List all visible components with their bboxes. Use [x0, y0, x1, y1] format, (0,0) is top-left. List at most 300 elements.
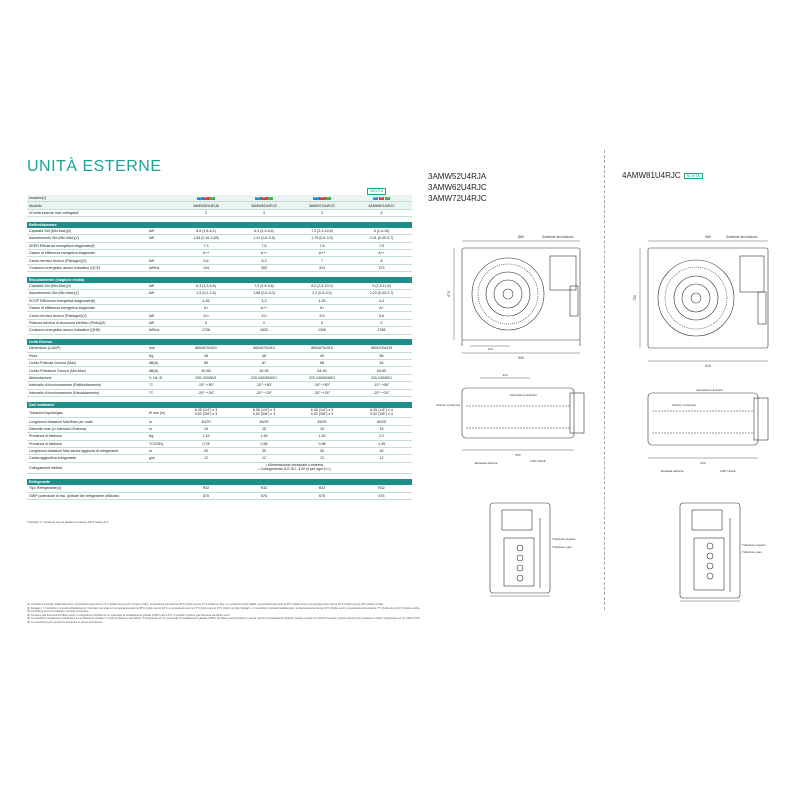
- cell-value: 1,15: [177, 433, 235, 440]
- energy-class-chips: [197, 197, 215, 200]
- cell-value: 40/20: [177, 418, 235, 425]
- cell-value: A++: [293, 250, 351, 257]
- column-divider: [604, 150, 605, 610]
- row-unit: [147, 305, 177, 312]
- cell-value: 40-55: [177, 367, 235, 374]
- table-row: [27, 425, 412, 432]
- cell-value: 54-60: [293, 367, 351, 374]
- cell-value: 6,3: [235, 257, 293, 264]
- cell-value: 15: [293, 425, 351, 432]
- row-unit: kW: [147, 312, 177, 319]
- cell-value: 1,45: [293, 433, 351, 440]
- cell-value: 220-240/50/1: [177, 374, 235, 381]
- row-label: Carico termico teorico (Pdesignc)(3): [27, 257, 147, 264]
- table-row: [27, 290, 412, 297]
- cell-value: 7,6: [293, 242, 351, 249]
- cell-value: 4,35: [293, 297, 351, 304]
- row-label: Carico termico teorico (Pdesignh)(3): [27, 312, 147, 319]
- cell-value: A++: [235, 305, 293, 312]
- label-aspirazione: Aspirazione dell'aria: [696, 388, 723, 392]
- row-unit: [147, 202, 177, 209]
- cell-value: 4AMW81U4RJC: [351, 202, 412, 209]
- cell-value: 6,35 (1/4") x 3 9,52 (3/8") x 3: [293, 408, 351, 418]
- cell-value: A++: [177, 250, 235, 257]
- cell-value: 244: [177, 264, 235, 271]
- cell-value: 4,35: [177, 297, 235, 304]
- row-unit: [147, 297, 177, 304]
- row-label: GWP potenziale di risc. globale del refrigerante utilizzato: [27, 492, 147, 499]
- cell-value: [235, 195, 293, 202]
- table-row: [27, 319, 412, 326]
- cell-value: 220-240/50/60/1: [235, 374, 293, 381]
- row-unit: kW: [147, 283, 177, 290]
- cell-value: 68: [293, 360, 351, 367]
- label-schedule: Schedule del controllo: [726, 235, 758, 239]
- section-title: Raffreddamento: [27, 222, 412, 228]
- table-row: [27, 408, 412, 418]
- cell-value: 675: [293, 492, 351, 499]
- energy-chip: A: [327, 196, 329, 199]
- energy-chip: A: [269, 196, 271, 199]
- row-unit: TCO2Eq: [147, 440, 177, 447]
- label-aspirazione: Aspirazione dell'aria: [510, 393, 537, 397]
- cell-value: 0: [177, 319, 235, 326]
- cell-value: 3: [235, 209, 293, 216]
- table-row: [27, 202, 412, 209]
- cell-value: 3AMW62U4RJC: [235, 202, 293, 209]
- front-view-right: [640, 241, 768, 361]
- cell-value: 314: [293, 264, 351, 271]
- cell-value: 60/25: [351, 418, 412, 425]
- cell-value: 56: [351, 352, 412, 359]
- cell-value: 1926: [293, 327, 351, 334]
- cell-value: -20°~+24°: [293, 389, 351, 396]
- row-unit: mm: [147, 345, 177, 352]
- row-unit: g/m: [147, 455, 177, 462]
- dim-width: 960: [705, 235, 711, 239]
- cell-value: -20°~+24°: [235, 389, 293, 396]
- row-unit: [147, 195, 177, 202]
- row-label: Dimensioni (LxAxP): [27, 345, 147, 352]
- cell-value: 2,2 (0,5-3,0): [293, 290, 351, 297]
- cell-value: 960x700x315: [351, 345, 412, 352]
- dim-top-c: 620: [700, 461, 706, 465]
- drawings-right: [610, 228, 795, 608]
- cell-value: A+: [293, 305, 351, 312]
- cell-value: R32: [235, 485, 293, 492]
- cell-value: 3: [293, 209, 351, 216]
- drawings-left: [430, 228, 600, 608]
- label-tubazione-gas: Tubazione gas: [552, 545, 572, 549]
- model-name: 4AMW81U4RJC: [622, 171, 681, 180]
- section-title: Dati installativi: [27, 402, 412, 408]
- table-row: [27, 264, 412, 271]
- row-unit: kW: [147, 257, 177, 264]
- table-row: [27, 352, 412, 359]
- cell-value: 0: [351, 319, 412, 326]
- label-hole: 4-Ø7 HOLE: [720, 469, 736, 473]
- cell-value: A+: [177, 305, 235, 312]
- cell-value: 675: [235, 492, 293, 499]
- cell-value: 1,49: [351, 440, 412, 447]
- energy-class-chips: [255, 197, 273, 200]
- cell-value: 45/25: [293, 418, 351, 425]
- cell-value: -15°~+50°: [235, 382, 293, 389]
- dim-height: 700: [633, 295, 637, 301]
- row-label: Precarica di fabbrica: [27, 433, 147, 440]
- cell-value: [293, 195, 351, 202]
- cell-value: 6,35 (1/4") x 3 9,52 (3/8") x 3: [235, 408, 293, 418]
- side-view-right: [680, 503, 740, 601]
- cell-value: 4: [351, 209, 412, 216]
- cell-value: 7,2 (2,3-10,6): [293, 228, 351, 235]
- row-unit: Kg: [147, 352, 177, 359]
- label-schedule: Schedule del controllo: [542, 235, 574, 239]
- cell-value: 15: [177, 425, 235, 432]
- table-row: [27, 462, 412, 474]
- cell-value: -20°~+24°: [177, 389, 235, 396]
- cell-value: 20: [177, 447, 235, 454]
- cell-value: 0,98: [235, 440, 293, 447]
- table-row: [27, 433, 412, 440]
- row-unit: [147, 242, 177, 249]
- dim-depth-small: 140: [487, 347, 493, 351]
- cell-value: R32: [177, 485, 235, 492]
- row-unit: kW: [147, 235, 177, 242]
- cell-value: 5,0: [177, 312, 235, 319]
- table-row: [27, 195, 412, 202]
- cell-value: 5,6: [351, 312, 412, 319]
- cell-value: 2,23 (0,43-3,7): [351, 290, 412, 297]
- cell-value: A++: [351, 250, 412, 257]
- row-label: Collegamenti elettrici: [27, 462, 147, 474]
- row-unit: V, Hz, Ø: [147, 374, 177, 381]
- table-footnote: *Versioni 1 / versione con la fascia col colore 1/1/4 colore A.A: [27, 520, 109, 524]
- row-unit: kWh/a: [147, 264, 177, 271]
- cell-value: 8 (2,4-10): [351, 228, 412, 235]
- row-label: Tipo Refrigerante(4): [27, 485, 147, 492]
- cell-value: 860x670x310: [235, 345, 293, 352]
- cell-value: -15°~+50°: [351, 382, 412, 389]
- dim-bottom: 610: [705, 364, 711, 368]
- label-mandata: Mandata dell'aria: [474, 461, 498, 465]
- label-scarico: Scarico condensa: [436, 403, 460, 407]
- table-row: [27, 297, 412, 304]
- cell-value: A++: [235, 250, 293, 257]
- energy-chip: A+: [204, 196, 208, 199]
- cell-value: 6,3 (2,3-8,6): [235, 228, 293, 235]
- spec-table: [27, 195, 412, 500]
- row-label: Classe di efficienza energetica stagionale: [27, 250, 147, 257]
- model-name: 3AMW62U4RJC: [428, 183, 487, 192]
- cell-value: -15°~+50°: [293, 382, 351, 389]
- cell-value: 1620: [235, 327, 293, 334]
- label-tubazione-gas: Tubazione gas: [742, 550, 762, 554]
- cell-value: 860x670x310: [177, 345, 235, 352]
- row-unit: dB(A): [147, 360, 177, 367]
- row-label: SCOP Efficienza energetica stagionale(6): [27, 297, 147, 304]
- dim-top-c: 550: [515, 453, 521, 457]
- new-badge-drawing: NOVITÀ: [684, 173, 703, 179]
- row-label: Modello: [27, 202, 147, 209]
- energy-chip: A+: [380, 196, 383, 199]
- cell-value: 54-60: [351, 367, 412, 374]
- footnote-line: (6) Le incertezze sono incertezze contenute in questo documento.: [27, 620, 103, 624]
- dim-top-a: 310: [502, 373, 508, 377]
- cell-value: 4,4: [351, 297, 412, 304]
- row-unit: kW: [147, 290, 177, 297]
- row-unit: [147, 209, 177, 216]
- section-title: Refrigerante: [27, 479, 412, 485]
- cell-value: 2,2: [351, 433, 412, 440]
- cell-value: 7,6: [235, 242, 293, 249]
- cell-value: 1,83 (0,16-2,66): [177, 235, 235, 242]
- energy-chip: A+: [320, 196, 324, 199]
- row-unit: kW: [147, 319, 177, 326]
- table-row: [27, 283, 412, 290]
- cell-value: 12: [351, 455, 412, 462]
- cell-value: 0,78: [177, 440, 235, 447]
- table-row: [27, 235, 412, 242]
- footnote-line: (4) Contiene gas fluorurati ad effetto serra. Il refrigerante utilizzato ha un potenziale di riscaldamento globale (GWP) pari a 675. Il prodotto contiene gas fluorurati ad effetto serra.: [27, 613, 231, 617]
- cell-value: 3: [177, 209, 235, 216]
- cell-value: 7,5: [351, 242, 412, 249]
- table-row: [27, 440, 412, 447]
- cell-value: 1,41 (0,6-3,6): [235, 235, 293, 242]
- cell-value: 9 (2,4-11,6): [351, 283, 412, 290]
- table-row: [27, 485, 412, 492]
- row-label: Precarica di fabbrica: [27, 440, 147, 447]
- cell-value: 8,0 (2,5-10,0): [293, 283, 351, 290]
- table-row: [27, 382, 412, 389]
- cell-value: 675: [351, 492, 412, 499]
- cell-value: 283: [235, 264, 293, 271]
- cell-value: 15: [235, 425, 293, 432]
- label-hole: 4-Ø7 HOLE: [530, 459, 546, 463]
- row-unit: [147, 485, 177, 492]
- row-label: Lunghezza tubazioni Max.senza aggiunta di refrigerante: [27, 447, 147, 454]
- row-label: Carica aggiuntiva refrigerante: [27, 455, 147, 462]
- top-view-right: [648, 393, 768, 458]
- table-row: [27, 209, 412, 216]
- cell-value: 1,79 (0,6-3,9): [293, 235, 351, 242]
- energy-chip: A++: [373, 196, 378, 199]
- row-unit: m: [147, 425, 177, 432]
- cell-value: 48: [235, 352, 293, 359]
- row-label: Assorbimento Std (Min-Max)(2): [27, 290, 147, 297]
- table-row: [27, 257, 412, 264]
- row-unit: kW: [147, 228, 177, 235]
- cell-value: 6,35 (1/4") x 3 9,52 (3/8") x 3: [177, 408, 235, 418]
- model-right-heading: [622, 171, 703, 180]
- cell-value: 7,3: [177, 242, 235, 249]
- cell-value: 46: [177, 352, 235, 359]
- cell-value: 12: [293, 455, 351, 462]
- models-left-heading: [428, 171, 487, 204]
- cell-value: R32: [351, 485, 412, 492]
- row-label: Alimentazione: [27, 374, 147, 381]
- row-unit: °C: [147, 382, 177, 389]
- table-row: [27, 345, 412, 352]
- label-scarico: Scarico condensa: [672, 403, 696, 407]
- table-row: [27, 374, 412, 381]
- cell-value: 0: [293, 319, 351, 326]
- cell-value: 3AMW72U4RJC: [293, 202, 351, 209]
- cell-value: 1,45: [235, 433, 293, 440]
- cell-value: 65: [177, 360, 235, 367]
- new-badge-table: NOVITÀ: [367, 188, 386, 195]
- cell-value: 1726: [177, 327, 235, 334]
- table-row: [27, 327, 412, 334]
- row-label: Consumo energetico annuo indicativo (QHE): [27, 327, 147, 334]
- cell-value: 3AMW52U4RJA: [177, 202, 235, 209]
- energy-chip: A+: [262, 196, 266, 199]
- table-row: [27, 389, 412, 396]
- row-unit: [147, 462, 177, 474]
- cell-value: 8: [351, 257, 412, 264]
- table-row: [27, 250, 412, 257]
- label-mandata: Mandata dell'aria: [660, 469, 684, 473]
- table-row: [27, 305, 412, 312]
- footnote-line: (3) Condizioni di test di collaudo e al tasso di strutture.: [27, 610, 90, 613]
- row-label: Lunghezza tubazioni Max/Max per unità: [27, 418, 147, 425]
- row-label: Capacità Std (Min-Max)(2): [27, 228, 147, 235]
- page-title: UNITÀ ESTERNE: [27, 158, 162, 175]
- energy-chip: A: [386, 196, 389, 199]
- cell-value: A+: [351, 305, 412, 312]
- row-label: Consumo energetico annuo indicativo (QCE): [27, 264, 147, 271]
- cell-value: 40: [351, 447, 412, 454]
- cell-value: 45/25: [235, 418, 293, 425]
- row-label: Potenza termica di sicurezza elettrico (Pelbu)(3): [27, 319, 147, 326]
- table-row: [27, 455, 412, 462]
- footnotes: [27, 603, 577, 624]
- cell-value: 5,5: [293, 312, 351, 319]
- cell-value: 0: [235, 319, 293, 326]
- row-label: Dislivello max (U.Interna/U.Esterna): [27, 425, 147, 432]
- cell-value: 30: [293, 447, 351, 454]
- model-name: 3AMW52U4RJA: [428, 172, 487, 181]
- cell-value: 12: [177, 455, 235, 462]
- cell-value: 7: [293, 257, 351, 264]
- cell-value: 1,58 (0,5-3,0): [235, 290, 293, 297]
- energy-chip: A++: [313, 196, 319, 199]
- cell-value: 49: [293, 352, 351, 359]
- row-unit: m: [147, 418, 177, 425]
- energy-class-chips: [373, 197, 391, 200]
- cell-value: 2,41 (0,49-3,7): [351, 235, 412, 242]
- cell-value: 6,35 (1/4") x 4 9,52 (3/8") x 4: [351, 408, 412, 418]
- row-label: Intervallo di funzionamento (Riscaldamento): [27, 389, 147, 396]
- cell-value: 0,98: [293, 440, 351, 447]
- dim-height: 670: [447, 291, 451, 297]
- table-row: [27, 312, 412, 319]
- table-row: [27, 228, 412, 235]
- front-view-left: [454, 241, 580, 353]
- cell-value: 30: [235, 447, 293, 454]
- cell-value: 860x670x310: [293, 345, 351, 352]
- row-unit: dB(A): [147, 367, 177, 374]
- energy-chip: A++: [255, 196, 261, 199]
- row-unit: Kg: [147, 433, 177, 440]
- cell-value: -15°~+50°: [177, 382, 235, 389]
- section-title: Riscaldamento (stagione media): [27, 277, 412, 283]
- row-label: Livello Potenza Sonora (Max): [27, 360, 147, 367]
- table-row: [27, 492, 412, 499]
- cell-value: 67: [235, 360, 293, 367]
- row-label: SEER Efficienza energetica stagionale(6): [27, 242, 147, 249]
- cell-value: 6,3 (1,3-6,8): [177, 283, 235, 290]
- row-unit: [147, 492, 177, 499]
- row-unit: m: [147, 447, 177, 454]
- cell-value: 5,8: [177, 257, 235, 264]
- cell-value: 220-240/50/1: [351, 374, 412, 381]
- table-row: [27, 360, 412, 367]
- label-tubazione-liquido: Tubazione liquido: [742, 543, 766, 547]
- row-unit: kWh/a: [147, 327, 177, 334]
- row-label: Livello Pressione Sonora (Min-Max): [27, 367, 147, 374]
- table-row: [27, 447, 412, 454]
- row-label: Tubazioni liquido/gas: [27, 408, 147, 418]
- cell-value: -20°~+24°: [351, 389, 412, 396]
- table-row: [27, 367, 412, 374]
- row-label: N°unità esterne max collegabili: [27, 209, 147, 216]
- cell-value: 15: [351, 425, 412, 432]
- row-label: Assorbimento Std (Min-Max)(2): [27, 235, 147, 242]
- cell-value: 4,3: [235, 297, 293, 304]
- table-row: [27, 418, 412, 425]
- cell-value: [177, 195, 235, 202]
- row-unit: Ø mm (in): [147, 408, 177, 418]
- cell-value: 2786: [351, 327, 412, 334]
- cell-value: 1,5 (0,2-2,5): [177, 290, 235, 297]
- cell-value: R32: [293, 485, 351, 492]
- row-unit: °C: [147, 389, 177, 396]
- row-label: Classe di efficienza energetica stagionale: [27, 305, 147, 312]
- top-view-left: [462, 378, 584, 450]
- cell-value: 12: [235, 455, 293, 462]
- model-name: 3AMW72U4RJC: [428, 194, 487, 203]
- row-unit: [147, 250, 177, 257]
- footnote-line: (5) La quantità di refrigerante contribuisce al cambiamento climatico: in caso di rilascio in atmosfera, il refrigerante con un potenziale di riscaldamento globale (GWP) più basso contribuirebbe in misura minore al riscaldamento globale rispetto a quelli con GWP più elevato. Questo apparecchio contiene un fluido refrigerante con un GWP di 675.: [27, 617, 421, 620]
- footnote-line: (1) Condizioni nominali: Raffreddamento: temperatura aria interna 27°C (bulbo secco) 19°C (bulbo umido), temperatura aria esterna 35°C (bulbo secco) 24°C (bulbo umido). Le condizioni di test SEER: temperatura aria esterna 35°C (bulbo secco) temperatura aria interna 20°C (bulbo secco) 15°C (bulbo umido).: [27, 603, 384, 606]
- cell-value: [351, 195, 412, 202]
- cell-value: 373: [351, 264, 412, 271]
- merged-value: • Alimentazione principale u.esterna • Collegamento U.E./U.I. 4 fili (4 per ogni U.I.): [177, 462, 412, 474]
- section-title: Unità Esterna: [27, 339, 412, 345]
- row-label: Incastro(1): [27, 195, 147, 202]
- energy-chip: A: [211, 196, 213, 199]
- cell-value: 675: [177, 492, 235, 499]
- table-row: [27, 242, 412, 249]
- row-label: Peso: [27, 352, 147, 359]
- energy-chip: A++: [197, 196, 203, 199]
- cell-value: 5,8 (1,6-6,2): [177, 228, 235, 235]
- cell-value: 5,0: [235, 312, 293, 319]
- cell-value: 220-240/50/60/1: [293, 374, 351, 381]
- row-label: Intervallo di funzionamento (Raffreddamento): [27, 382, 147, 389]
- footnote-line: (2) Dettagli n. 1 Condizioni nominali raffreddamento: Intervallo nominale con temperatura esterna 35°C (bulbo secco) 24°C e temperatura interna 27°C (bulbo secco) 19°C (bulbo umido); Dettagli n. 1 Condizioni nominali riscaldamento: temperatura aria interna 20°C (bulbo secco), temperatura aria esterna 7°C (bulbo secco) 6°C (bulbo umido).: [27, 606, 421, 610]
- cell-value: 40-55: [235, 367, 293, 374]
- dim-bottom: 540: [518, 356, 524, 360]
- cell-value: 64: [351, 360, 412, 367]
- dim-width: 860: [518, 235, 524, 239]
- label-tubazione-liquido: Tubazione liquido: [552, 537, 576, 541]
- cell-value: 7,0 (2,5-9,8): [235, 283, 293, 290]
- row-label: Capacità Std (Min-Max)(2): [27, 283, 147, 290]
- energy-class-chips: [313, 197, 331, 200]
- side-view-left: [490, 503, 550, 596]
